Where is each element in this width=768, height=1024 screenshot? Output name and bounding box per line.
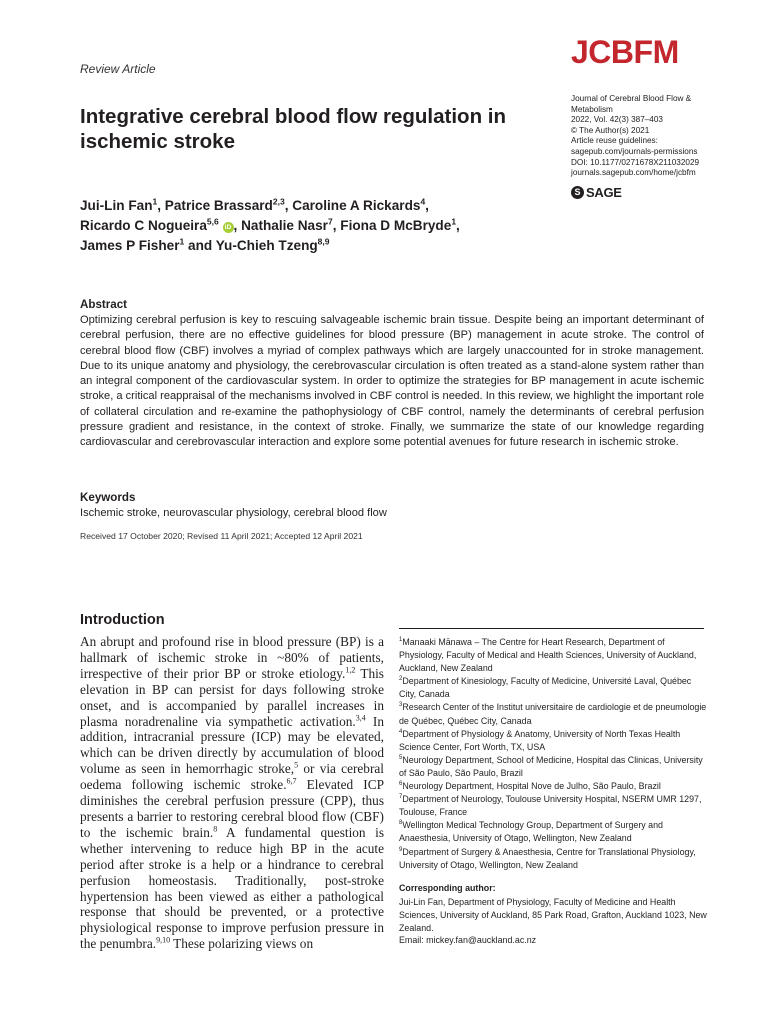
affiliation-item	[399, 780, 709, 793]
author-affiliation-ref: 1	[451, 216, 457, 227]
article-type: Review Article	[80, 62, 156, 76]
introduction-heading: Introduction	[80, 612, 165, 628]
affiliation-item	[399, 728, 709, 754]
intro-text-segment: This elevation in BP can persist for days following stroke onset, and is accompanied by parallel increases in plasma noradrenaline via sympathetic activation.	[80, 665, 384, 729]
orcid-icon[interactable]: iD	[223, 222, 234, 233]
abstract-heading: Abstract	[80, 298, 128, 311]
author-conjunction: and	[188, 238, 213, 253]
corresponding-author-address: Jui-Lin Fan, Department of Physiology, Faculty of Medicine and Health Sciences, University of Auckland, 85 Park Road, Grafton, Auckland 1023, New Zealand.	[399, 897, 707, 934]
author-affiliation-ref: 1	[179, 236, 185, 247]
citation-ref[interactable]: 8	[213, 824, 218, 834]
author-affiliation-ref: 2,3	[272, 196, 285, 207]
corresponding-author-heading: Corresponding author:	[399, 883, 496, 893]
affiliation-text: Wellington Medical Technology Group, Department of Surgery and Anaesthesia, University of Otago, Wellington, New Zealand	[399, 820, 663, 844]
sage-icon: S	[571, 186, 584, 199]
doi-link[interactable]: DOI: 10.1177/0271678X211032029	[571, 157, 700, 167]
affiliation-number: 6	[399, 781, 403, 788]
received-dates: Received 17 October 2020; Revised 11 April 2021; Accepted 12 April 2021	[80, 531, 363, 541]
citation-ref[interactable]: 3,4	[355, 713, 366, 723]
author-affiliation-ref: 8,9	[317, 236, 330, 247]
author-affiliation-ref: 1	[152, 196, 158, 207]
affiliation-text: Research Center of the Institut universitaire de cardiologie et de pneumologie de Québec, Québec City, Canada	[399, 702, 707, 726]
citation-ref[interactable]: 5	[294, 760, 299, 770]
author-list: Jui-Lin Fan$^1$, Patrice Brassard$^{2,3}$, Caroline A Rickards$^4$, Ricardo C Nogueira$^{5,6}$ iD , Nathalie Nasr$^7$, Fiona D McBryde$^1$, James P Fisher$^1$ and Yu-Chieh Tzeng$^{8,9}$	[80, 196, 460, 253]
introduction-paragraph	[80, 634, 384, 952]
affiliation-text: Department of Kinesiology, Faculty of Medicine, Université Laval, Québec City, Canada	[399, 676, 692, 700]
article-title: Integrative cerebral blood flow regulation in ischemic stroke	[80, 105, 507, 153]
affiliation-number: 5	[399, 754, 403, 761]
affiliation-item	[399, 846, 709, 872]
intro-text-segment: or via cerebral oedema following ischemic stroke.	[80, 761, 384, 793]
affiliation-number: 4	[399, 728, 403, 735]
affiliation-item	[399, 754, 709, 780]
affiliation-item	[399, 636, 709, 675]
affiliation-text: Department of Neurology, Toulouse University Hospital, NSERM UMR 1297, Toulouse, France	[399, 794, 702, 818]
affiliations-divider	[399, 628, 704, 629]
intro-text-segment: An abrupt and profound rise in blood pressure (BP) is a hallmark of ischemic stroke in ~80% of patients, irrespective of their prior BP or stroke etiology.	[80, 634, 384, 681]
journal-logo: JCBFM	[571, 34, 679, 70]
author-affiliation-ref: 5,6	[206, 216, 219, 227]
author-name[interactable]: Patrice Brassard	[164, 198, 273, 213]
publisher-name: SAGE	[586, 185, 622, 200]
affiliation-number: 7	[399, 794, 403, 801]
author-name[interactable]: Nathalie Nasr	[241, 218, 328, 233]
reuse-guidelines-label: Article reuse guidelines:	[571, 136, 658, 146]
affiliation-number: 3	[399, 702, 403, 709]
author-name[interactable]: Fiona D McBryde	[340, 218, 452, 233]
intro-text-segment: In addition, intracranial pressure (ICP) may be elevated, which can be driven directly by accumulation of blood volume as seen in hemorrhagic stroke,	[80, 713, 384, 777]
journal-home-link[interactable]: journals.sagepub.com/home/jcbfm	[571, 168, 696, 178]
keywords-heading: Keywords	[80, 491, 136, 504]
affiliation-text: Manaaki Mānawa – The Centre for Heart Research, Department of Physiology, Faculty of Medical and Health Sciences, University of Auckland, Auckland, New Zealand	[399, 637, 697, 674]
affiliation-text: Department of Surgery & Anaesthesia, Centre for Translational Physiology, University of Otago, Wellington, New Zealand	[399, 846, 696, 870]
keywords-text: Ischemic stroke, neurovascular physiology, cerebral blood flow	[80, 507, 387, 519]
citation-ref[interactable]: 6,7	[286, 776, 297, 786]
publisher-logo	[571, 186, 622, 199]
affiliation-item	[399, 701, 709, 727]
author-name[interactable]: James P Fisher	[80, 238, 180, 253]
intro-text-segment: Elevated ICP diminishes the cerebral perfusion pressure (CPP), thus presents a barrier to restoring cerebral blood flow (CBF) to the ischemic brain.	[80, 777, 384, 840]
affiliation-item	[399, 793, 709, 819]
affiliation-text: Neurology Department, Hospital Nove de Julho, São Paulo, Brazil	[402, 781, 661, 792]
affiliation-item	[399, 819, 709, 845]
intro-text-segment: A fundamental question is whether intervening to reduce high BP in the acute period after stroke is a help or a hindrance to cerebral perfusion homeostasis. Traditionally, post-stroke hypertension has been viewed as either a pathological response that should be prevented, or a protective physiological response to improve perfusion pressure in the penumbra.	[80, 824, 384, 952]
journal-name-line-2: Metabolism	[571, 104, 613, 114]
permissions-link[interactable]: sagepub.com/journals-permissions	[571, 146, 698, 156]
author-name[interactable]: Yu-Chieh Tzeng	[215, 238, 318, 253]
abstract-text: Optimizing cerebral perfusion is key to rescuing salvageable ischemic brain tissue. Despite being an important determinant of cerebral perfusion, there are no effective guidelines for blood pressure (BP) management in acute stroke. The control of cerebral blood flow (CBF) involves a myriad of complex pathways which are largely unaccounted for in stroke management. Due to its unique anatomy and physiology, the cerebrovascular circulation is often treated as a stand-alone system rather than an integral component of the cardiovascular system. In order to optimize the strategies for BP management in acute ischemic stroke, a critical reappraisal of the mechanisms involved in CBF control is needed. In this review, we highlight the important role of collateral circulation and re-examine the pathophysiology of CBF control, namely the determinants of cerebral perfusion pressure gradient and resistance, in the context of stroke. Finally, we summarize the state of our knowledge regarding cardiovascular and cerebrovascular interaction and explore some potential avenues for future research in ischemic stroke.	[80, 314, 705, 449]
citation-ref[interactable]: 1,2	[345, 665, 356, 675]
author-affiliation-ref: 7	[327, 216, 333, 227]
affiliation-item	[399, 675, 709, 701]
copyright: © The Author(s) 2021	[571, 125, 650, 135]
affiliation-number: 2	[399, 676, 403, 683]
citation-ref[interactable]: 9,10	[156, 935, 171, 945]
corresponding-author-email[interactable]: Email: mickey.fan@auckland.ac.nz	[399, 935, 537, 945]
journal-name-line-1: Journal of Cerebral Blood Flow &	[571, 94, 692, 103]
author-name[interactable]: Jui-Lin Fan	[80, 198, 153, 213]
affiliation-number: 8	[399, 820, 403, 827]
affiliations-list	[399, 636, 709, 872]
author-name[interactable]: Caroline A Rickards	[292, 198, 421, 213]
journal-volume: 2022, Vol. 42(3) 387–403	[571, 115, 663, 125]
journal-info	[571, 94, 761, 179]
affiliation-text: Neurology Department, School of Medicine, Hospital das Clinicas, University of São Paulo, São Paulo, Brazil	[399, 754, 703, 778]
affiliation-text: Department of Physiology & Anatomy, University of North Texas Health Science Center, Fort Worth, TX, USA	[399, 728, 681, 752]
author-affiliation-ref: 4	[420, 196, 426, 207]
intro-text-segment: These polarizing views on	[170, 936, 314, 952]
affiliation-number: 1	[399, 637, 403, 644]
affiliation-number: 9	[399, 846, 403, 853]
author-name[interactable]: Ricardo C Nogueira	[80, 218, 207, 233]
